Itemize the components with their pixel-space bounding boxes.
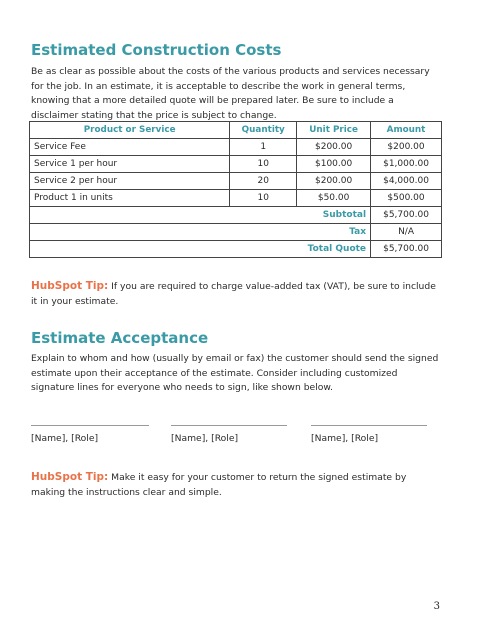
cell-amount: $1,000.00: [371, 156, 442, 173]
acceptance-heading: Estimate Acceptance: [31, 329, 209, 347]
cell-product: Product 1 in units: [30, 190, 230, 207]
subtotal-label: Subtotal: [30, 207, 371, 224]
table-row: [30, 139, 442, 156]
signature-name: [Name], [Role]: [311, 433, 379, 444]
costs-paragraph: Be as clear as possible about the costs of the various products and services necessary for the job. In an estimate, it is acceptable to describe the work in general terms, knowing that a more detailed quote will be prepared later. Be sure to include a disclaimer stating that the price is subject to change.: [31, 66, 430, 121]
cell-unit-price: $200.00: [297, 139, 371, 156]
tip-label: HubSpot Tip:: [31, 280, 109, 292]
cell-amount: $500.00: [371, 190, 442, 207]
acceptance-paragraph: Explain to whom and how (usually by email or fax) the customer should send the signed estimate upon their acceptance of the estimate. Consider including customized signature lines for everyone who needs to sign, like shown below.: [31, 353, 439, 393]
cell-quantity: 1: [230, 139, 297, 156]
signature-name: [Name], [Role]: [31, 433, 99, 444]
total-value: $5,700.00: [371, 241, 442, 258]
table-row: [30, 156, 442, 173]
estimate-table: [29, 121, 442, 258]
page-number: 3: [433, 601, 440, 612]
table-row: [30, 190, 442, 207]
tax-value: N/A: [371, 224, 442, 241]
tax-label: Tax: [30, 224, 371, 241]
tip-text: If you are required to charge value-added tax (VAT), be sure to include it in your estimate.: [31, 281, 436, 307]
cell-unit-price: $200.00: [297, 173, 371, 190]
total-label: Total Quote: [30, 241, 371, 258]
cell-product: Service 1 per hour: [30, 156, 230, 173]
header-amount: Amount: [371, 122, 442, 139]
cell-product: Service 2 per hour: [30, 173, 230, 190]
total-row: [30, 241, 442, 258]
cell-quantity: 10: [230, 156, 297, 173]
signature-name: [Name], [Role]: [171, 433, 239, 444]
signature-line: [171, 425, 287, 426]
cell-unit-price: $50.00: [297, 190, 371, 207]
cell-amount: $200.00: [371, 139, 442, 156]
signature-line: [31, 425, 149, 426]
cell-product: Service Fee: [30, 139, 230, 156]
header-product: Product or Service: [30, 122, 230, 139]
signature-line: [311, 425, 427, 426]
tip-label: HubSpot Tip:: [31, 471, 109, 483]
hubspot-tip-vat: [31, 279, 441, 309]
cell-amount: $4,000.00: [371, 173, 442, 190]
table-header-row: [30, 122, 442, 139]
cell-unit-price: $100.00: [297, 156, 371, 173]
subtotal-row: [30, 207, 442, 224]
hubspot-tip-instructions: [31, 470, 441, 500]
header-unit-price: Unit Price: [297, 122, 371, 139]
costs-heading: Estimated Construction Costs: [31, 41, 282, 59]
header-quantity: Quantity: [230, 122, 297, 139]
tip-text: Make it easy for your customer to return the signed estimate by making the instructions clear and simple.: [31, 472, 407, 498]
cell-quantity: 20: [230, 173, 297, 190]
subtotal-value: $5,700.00: [371, 207, 442, 224]
cell-quantity: 10: [230, 190, 297, 207]
tax-row: [30, 224, 442, 241]
table-row: [30, 173, 442, 190]
